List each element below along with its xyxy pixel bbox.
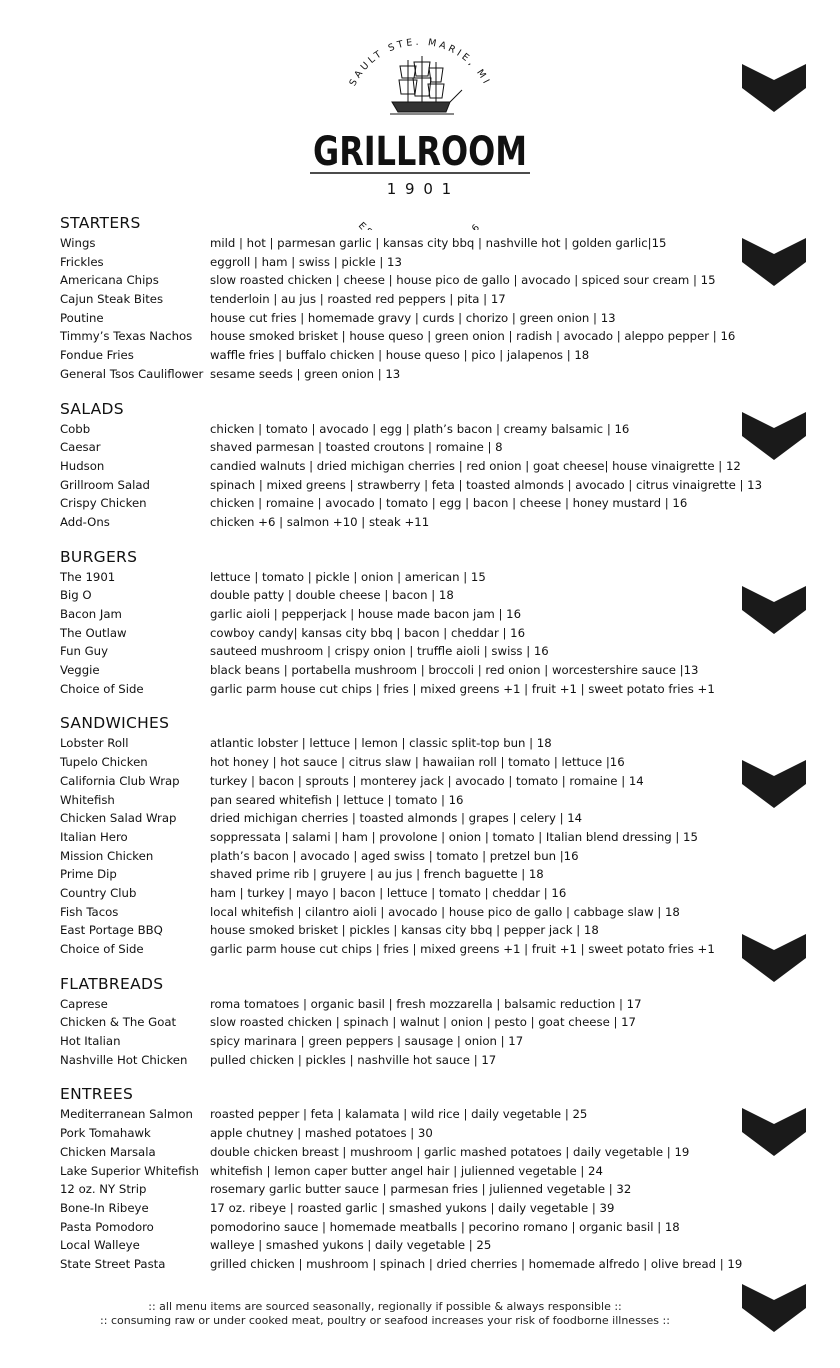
section-title: SALADS [60,399,124,418]
menu-item-description: tenderloin | au jus | roasted red peppers | pita | 17 [210,292,506,307]
footer-sourcing-note: :: all menu items are sourced seasonally, regionally if possible & always responsible :: [148,1300,622,1313]
menu-item-description: garlic parm house cut chips | fries | mixed greens +1 | fruit +1 | sweet potato fries +1 [210,681,715,696]
chevron-down-icon [742,238,806,286]
menu-item [60,940,780,959]
menu-item-description: slow roasted chicken | cheese | house pico de gallo | avocado | spiced sour cream | 15 [210,273,716,288]
menu-section-entrees [60,1083,780,1273]
section-title: STARTERS [60,214,141,232]
menu-item-description: apple chutney | mashed potatoes | 30 [210,1126,433,1141]
menu-item-description: rosemary garlic butter sauce | parmesan fries | julienned vegetable | 32 [210,1182,632,1197]
menu-item [60,476,780,495]
menu-item-name: Fun Guy [60,644,108,659]
menu-item-name: The 1901 [60,569,116,584]
menu-item-name: Hot Italian [60,1034,121,1049]
section-title: ENTREES [60,1085,134,1104]
menu-item [60,884,780,903]
menu-item [60,809,780,828]
menu-item-description: cowboy candy| kansas city bbq | bacon | cheddar | 16 [210,625,526,640]
menu-item-name: Crispy Chicken [60,496,147,511]
menu-item-name: 12 oz. NY Strip [60,1182,147,1197]
menu-item-description: house cut fries | homemade gravy | curds | chorizo | green onion | 13 [210,310,616,325]
menu-item [60,995,780,1014]
menu-item [60,438,780,457]
menu-item [60,568,780,587]
menu-item-description: mild | hot | parmesan garlic | kansas city bbq | nashville hot | golden garlic|15 [210,236,667,250]
menu-item-description: slow roasted chicken | spinach | walnut | onion | pesto | goat cheese | 17 [210,1015,636,1030]
menu-item-description: eggroll | ham | swiss | pickle | 13 [210,254,402,269]
menu-list [60,212,780,1288]
menu-item-name: Veggie [60,663,100,678]
menu-item [60,1236,780,1255]
ship-icon [390,56,462,114]
menu-item [60,1105,780,1124]
menu-item-name: Bone-In Ribeye [60,1200,149,1215]
menu-item-description: house smoked brisket | house queso | green onion | radish | avocado | aleppo pepper | 16 [210,329,736,344]
logo-name: GRILLROOM [313,129,527,175]
menu-item-name: Pork Tomahawk [60,1126,151,1141]
menu-item-description: soppressata | salami | ham | provolone | onion | tomato | Italian blend dressing | 15 [210,829,698,844]
menu-item-name: Hudson [60,458,105,473]
menu-item [60,642,780,661]
menu-item-name: Cobb [60,421,91,436]
menu-item-description: roma tomatoes | organic basil | fresh mozzarella | balsamic reduction | 17 [210,996,642,1011]
menu-item [60,494,780,513]
menu-item-description: spinach | mixed greens | strawberry | feta | toasted almonds | avocado | citrus vinaigrette | 13 [210,477,763,492]
menu-item [60,309,780,328]
chevron-down-icon [742,760,806,808]
logo-emblem [300,30,540,230]
menu-item-description: double chicken breast | mushroom | garlic mashed potatoes | daily vegetable | 19 [210,1144,690,1159]
menu-item-description: chicken | romaine | avocado | tomato | egg | bacon | cheese | honey mustard | 16 [210,496,688,511]
menu-item [60,365,780,384]
menu-item [60,661,780,680]
menu-item [60,457,780,476]
menu-item-description: garlic aioli | pepperjack | house made bacon jam | 16 [210,607,522,621]
menu-item-name: Frickles [60,254,104,269]
logo-arc-top-text: SAULT STE. MARIE, MI [347,36,493,89]
menu-item-name: Mission Chicken [60,848,154,863]
menu-item-name: Mediterranean Salmon [60,1107,193,1122]
menu-item [60,921,780,940]
menu-item-name: Fish Tacos [60,904,119,919]
menu-item [60,1180,780,1199]
menu-item-name: Americana Chips [60,273,159,288]
menu-item-description: sesame seeds | green onion | 13 [210,366,401,381]
menu-item [60,513,780,532]
menu-item [60,1143,780,1162]
menu-item-description: lettuce | tomato | pickle | onion | american | 15 [210,569,486,584]
menu-item-name: Timmy’s Texas Nachos [60,329,193,344]
menu-item-name: Grillroom Salad [60,477,150,492]
menu-item-name: Prime Dip [60,867,117,882]
menu-item [60,734,780,753]
menu-item-description: grilled chicken | mushroom | spinach | dried cherries | homemade alfredo | olive bread | 19 [210,1256,743,1271]
menu-item-name: Big O [60,588,92,603]
menu-item [60,1162,780,1181]
menu-item [60,865,780,884]
menu-item-description: candied walnuts | dried michigan cherries | red onion | goat cheese| house vinaigrette | 12 [210,458,741,473]
menu-item-name: Pasta Pomodoro [60,1219,154,1234]
menu-item-description: shaved prime rib | gruyere | au jus | french baguette | 18 [210,867,544,882]
menu-item [60,1032,780,1051]
chevron-down-icon [742,64,806,112]
menu-item-description: 17 oz. ribeye | roasted garlic | smashed yukons | daily vegetable | 39 [210,1200,615,1215]
menu-item-description: pan seared whitefish | lettuce | tomato | 16 [210,792,464,807]
menu-item [60,346,780,365]
menu-item-name: State Street Pasta [60,1256,166,1271]
menu-item [60,1218,780,1237]
menu-item [60,1013,780,1032]
menu-item-name: General Tsos Cauliflower [60,366,204,381]
menu-item [60,680,780,699]
menu-item-name: Chicken Marsala [60,1144,156,1159]
menu-item [60,586,780,605]
menu-item-description: ham | turkey | mayo | bacon | lettuce | tomato | cheddar | 16 [210,885,567,900]
menu-item-name: Bacon Jam [60,607,122,621]
menu-item-description: plath’s bacon | avocado | aged swiss | tomato | pretzel bun |16 [210,848,579,863]
menu-item-name: Cajun Steak Bites [60,292,164,307]
menu-item-name: Choice of Side [60,942,144,956]
menu-item-name: Chicken & The Goat [60,1015,177,1030]
menu-item-name: Chicken Salad Wrap [60,811,177,826]
menu-item-description: hot honey | hot sauce | citrus slaw | hawaiian roll | tomato | lettuce |16 [210,755,625,770]
menu-item [60,605,780,624]
menu-item [60,828,780,847]
chevron-down-icon [742,586,806,634]
menu-section-starters [60,212,780,384]
menu-item-name: Wings [60,236,96,250]
chevron-down-icon [742,1108,806,1156]
menu-item-name: Caesar [60,440,101,455]
menu-item [60,234,780,253]
menu-item [60,1051,780,1070]
menu-item [60,772,780,791]
menu-item-description: house smoked brisket | pickles | kansas city bbq | pepper jack | 18 [210,923,599,938]
menu-item [60,791,780,810]
menu-item-description: pomodorino sauce | homemade meatballs | pecorino romano | organic basil | 18 [210,1219,680,1234]
menu-item-description: whitefish | lemon caper butter angel hair | julienned vegetable | 24 [210,1163,603,1178]
menu-item [60,753,780,772]
menu-item-description: local whitefish | cilantro aioli | avocado | house pico de gallo | cabbage slaw | 18 [210,904,680,919]
menu-item [60,1255,780,1274]
menu-item-description: chicken | tomato | avocado | egg | plath’s bacon | creamy balsamic | 16 [210,421,630,436]
menu-item-name: Nashville Hot Chicken [60,1052,188,1067]
menu-item [60,847,780,866]
menu-item [60,420,780,439]
menu-item-description: black beans | portabella mushroom | broccoli | red onion | worcestershire sauce |13 [210,663,699,678]
menu-item-description: waffle fries | buffalo chicken | house queso | pico | jalapenos | 18 [210,348,590,363]
footer-health-warning: :: consuming raw or under cooked meat, poultry or seafood increases your risk of foodborne illnesses :: [100,1314,670,1327]
menu-item-name: Poutine [60,310,104,325]
logo-arc-bottom-text: E 6 [355,220,485,230]
menu-item [60,903,780,922]
menu-item [60,624,780,643]
menu-item-description: sauteed mushroom | crispy onion | truffle aioli | swiss | 16 [210,644,549,659]
menu-item-name: Country Club [60,885,137,900]
menu-item-name: Lake Superior Whitefish [60,1163,199,1178]
menu-item-description: roasted pepper | feta | kalamata | wild rice | daily vegetable | 25 [210,1107,588,1122]
menu-item-description: turkey | bacon | sprouts | monterey jack | avocado | tomato | romaine | 14 [210,773,644,788]
restaurant-logo [300,30,540,230]
menu-item-description: atlantic lobster | lettuce | lemon | classic split-top bun | 18 [210,736,552,751]
menu-item-name: East Portage BBQ [60,923,163,938]
menu-item-description: dried michigan cherries | toasted almonds | grapes | celery | 14 [210,811,583,826]
menu-item-name: Italian Hero [60,829,128,844]
menu-item [60,1199,780,1218]
menu-item-name: Choice of Side [60,681,144,696]
menu-item-name: Add-Ons [60,514,110,529]
menu-section-salads [60,398,780,532]
menu-item-description: walleye | smashed yukons | daily vegetable | 25 [210,1238,492,1253]
chevron-down-icon [742,412,806,460]
menu-item [60,253,780,272]
menu-section-flatbreads [60,973,780,1070]
menu-item-name: The Outlaw [60,625,127,640]
menu-item-description: chicken +6 | salmon +10 | steak +11 [210,514,430,529]
menu-item-description: double patty | double cheese | bacon | 18 [210,588,454,603]
menu-item-name: Fondue Fries [60,348,134,363]
menu-item-description: shaved parmesan | toasted croutons | romaine | 8 [210,440,503,455]
menu-item-name: Whitefish [60,792,115,807]
menu-item-name: Caprese [60,996,108,1011]
menu-item [60,290,780,309]
menu-item-description: pulled chicken | pickles | nashville hot sauce | 17 [210,1052,497,1067]
menu-item-name: Tupelo Chicken [60,755,148,770]
section-title: BURGERS [60,547,138,566]
menu-item [60,1124,780,1143]
menu-item-description: spicy marinara | green peppers | sausage | onion | 17 [210,1034,524,1049]
section-title: SANDWICHES [60,714,170,733]
menu-item-description: garlic parm house cut chips | fries | mixed greens +1 | fruit +1 | sweet potato fries +1 [210,942,715,956]
menu-item-name: Local Walleye [60,1238,140,1253]
menu-section-burgers [60,546,780,699]
menu-item [60,271,780,290]
section-title: FLATBREADS [60,974,164,993]
menu-item-name: California Club Wrap [60,773,180,788]
menu-item-name: Lobster Roll [60,736,129,751]
menu-section-sandwiches [60,712,780,958]
logo-year: 1 9 0 1 [386,180,454,198]
chevron-down-icon [742,934,806,982]
menu-item [60,327,780,346]
